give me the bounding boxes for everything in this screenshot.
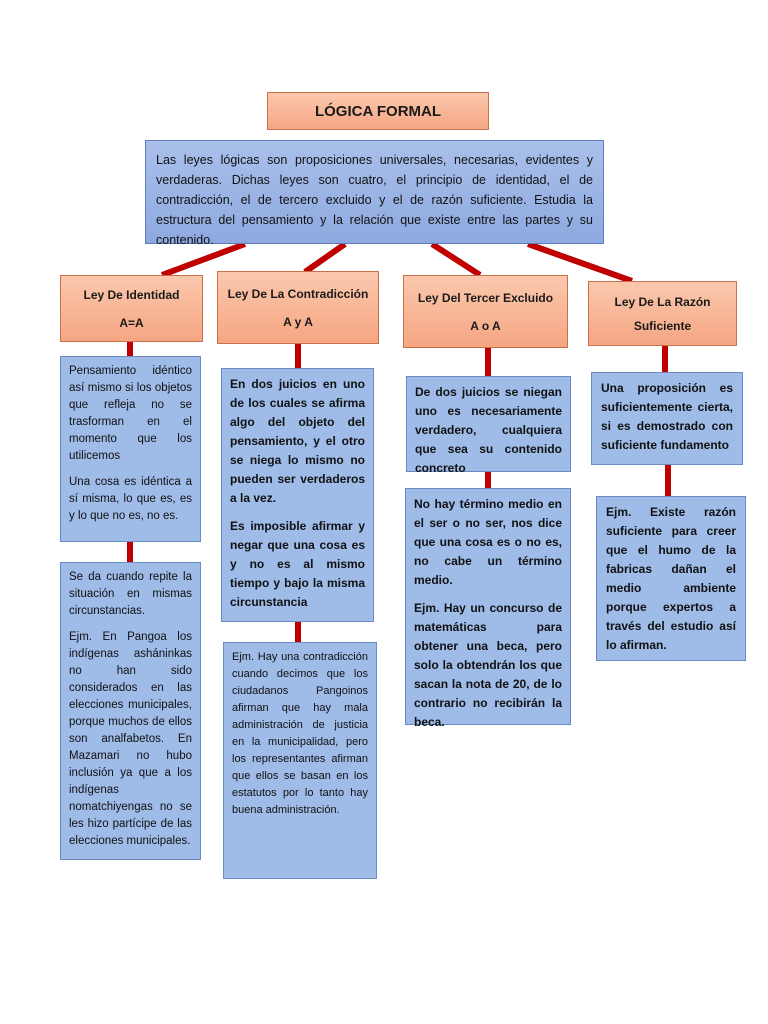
law-contradiccion-box: [217, 271, 379, 344]
law-tercer-excluido-formula: A o A: [470, 318, 501, 333]
law-tercer-excluido-box: [403, 275, 568, 348]
law-identidad-definition: [60, 356, 201, 542]
law-razon-suficiente-example: [596, 496, 746, 661]
definition-paragraph: En dos juicios en uno de los cuales se afirma algo del objeto del pensamiento, y el otro se niega lo mismo no pueden ser verdaderos a la vez.: [230, 377, 365, 505]
law-tercer-excluido-example: [405, 488, 571, 729]
law-identidad-name: Ley De Identidad: [83, 287, 180, 302]
law-tercer-excluido-definition: [406, 376, 571, 475]
example-paragraph: No hay término medio en el ser o no ser, nos dice que una cosa es o no es, no cabe un término medio.: [414, 497, 562, 587]
connector-intro-law2: [305, 244, 345, 272]
connector-intro-law3: [432, 244, 480, 275]
law-razon-suficiente-name: Ley De La Razón: [614, 294, 711, 309]
law-contradiccion-formula: A y A: [283, 314, 313, 329]
definition-paragraph: Una cosa es idéntica a sí misma, lo que es, es y lo que no es, no es.: [69, 476, 192, 522]
diagram-title: LÓGICA FORMAL: [267, 92, 489, 130]
law-identidad-box: [60, 275, 203, 342]
definition-paragraph: Es imposible afirmar y negar que una cosa es y no es al mismo tiempo y bajo la misma circunstancia: [230, 519, 365, 609]
law-razon-suficiente-box: [588, 281, 737, 346]
law-contradiccion-example: [223, 642, 377, 879]
example-paragraph: Ejm. Hay una contradicción cuando decimos que los ciudadanos Pangoinos afirman que hay mala administración de justicia en la municipalidad, pero los representantes afirman que ellos se basan en los estatutos por lo tanto hay buena administración.: [232, 651, 368, 816]
law-razon-suficiente-formula: Suficiente: [633, 318, 692, 333]
law-contradiccion-definition: [221, 368, 374, 622]
law-tercer-excluido-name: Ley Del Tercer Excluido: [417, 290, 554, 305]
law-razon-suficiente-definition: [591, 372, 743, 465]
definition-paragraph: De dos juicios se niegan uno es necesariamente verdadero, cualquiera que sea su contenido concreto: [415, 385, 562, 475]
example-paragraph: Se da cuando repite la situación en mismas circunstancias.: [69, 571, 192, 617]
definition-paragraph: Pensamiento idéntico así mismo si los objetos que refleja no se trasforman en el momento que los utilicemos: [69, 365, 192, 462]
example-paragraph: Ejm. Hay un concurso de matemáticas para obtener una beca, pero solo la obtendrán los que sacan la nota de 20, de lo contrario no recibirán la beca.: [414, 601, 562, 729]
intro-box: Las leyes lógicas son proposiciones universales, necesarias, evidentes y verdaderas. Dichas leyes son cuatro, el principio de identidad, el de contradicción, el de tercero excluido y el de razón suficiente. Estudia la estructura del pensamiento y la relación que existe entre las partes y su contenido.: [145, 140, 604, 244]
example-paragraph: Ejm. Existe razón suficiente para creer que el humo de la fabricas dañan el medio ambiente porque expertos a través del estudio así lo afirman.: [606, 505, 736, 652]
law-identidad-formula: A=A: [119, 315, 144, 330]
definition-paragraph: Una proposición es suficientemente cierta, si es demostrado con suficiente fundamento: [601, 381, 733, 452]
law-contradiccion-name: Ley De La Contradicción: [227, 286, 369, 301]
law-identidad-example: [60, 562, 201, 860]
example-paragraph: Ejm. En Pangoa los indígenas asháninkas no han sido considerados en las elecciones municipales, porque muchos de ellos son analfabetos. En Mazamari no hubo inclusión ya que a los indígenas nomatchiyengas no se les hizo partícipe de las elecciones municipales.: [69, 631, 192, 847]
